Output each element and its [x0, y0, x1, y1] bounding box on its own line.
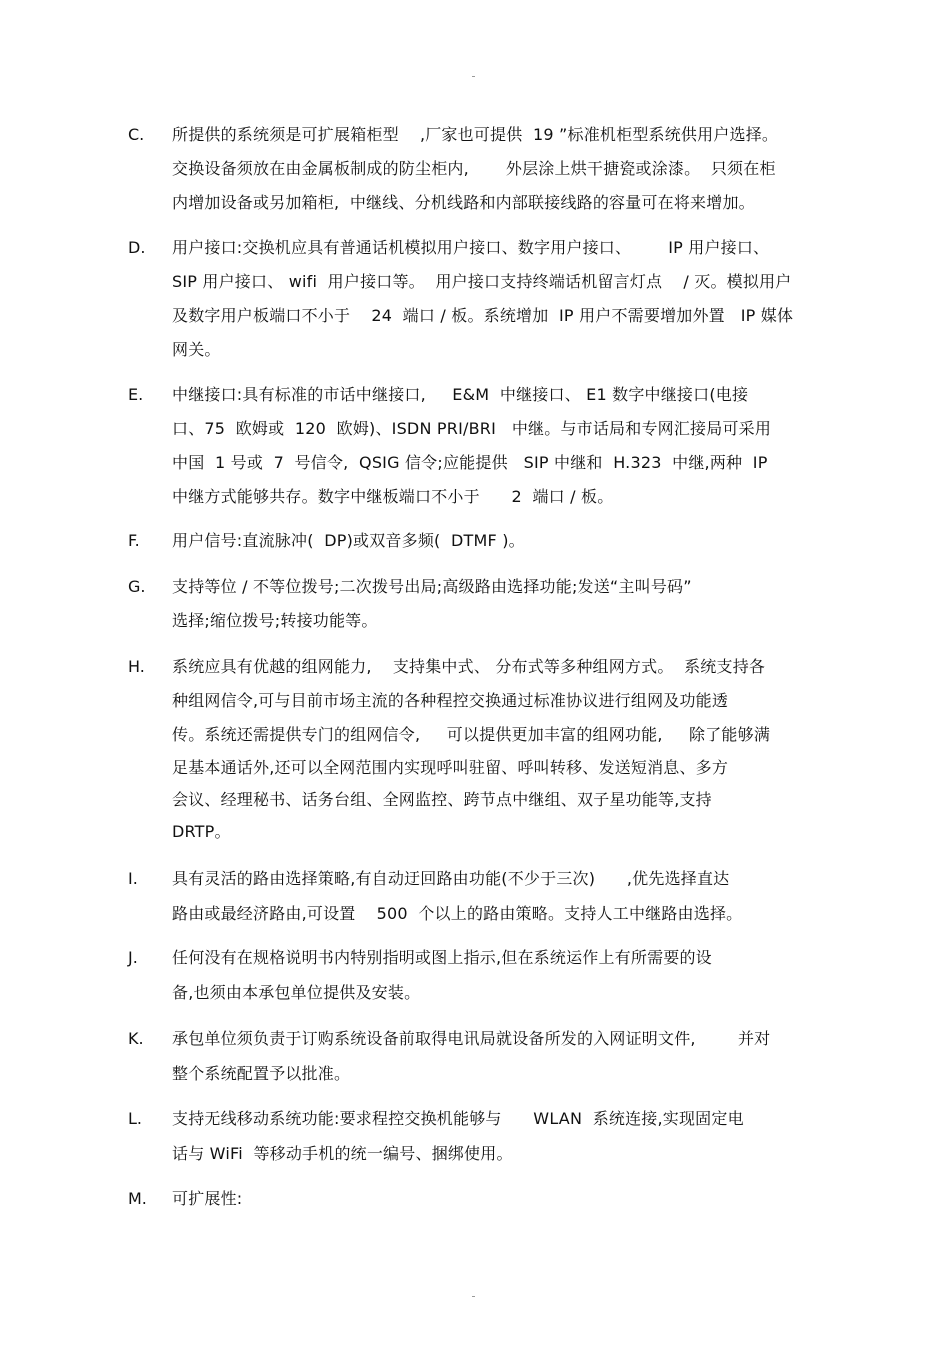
item-label: I.: [128, 869, 138, 888]
item-text-line: 所提供的系统须是可扩展箱柜型 ,厂家也可提供 19 ”标准机柜型系统供用户选择。: [172, 125, 779, 144]
item-label: D.: [128, 238, 146, 257]
item-text-line: 足基本通话外,还可以全网范围内实现呼叫驻留、呼叫转移、发送短消息、多方: [172, 758, 729, 777]
item-text-line: 会议、经理秘书、话务台组、全网监控、跨节点中继组、双子星功能等,支持: [172, 790, 712, 809]
item-text-line: 整个系统配置予以批准。: [172, 1064, 351, 1083]
item-label: M.: [128, 1189, 147, 1208]
item-text-line: 话与 WiFi 等移动手机的统一编号、捆绑使用。: [172, 1144, 513, 1163]
item-text-line: 交换设备须放在由金属板制成的防尘柜内, 外层涂上烘干搪瓷或涂漆。 只须在柜: [172, 159, 776, 178]
item-text-line: 中继接口:具有标准的市话中继接口, E&M 中继接口、 E1 数字中继接口(电接: [172, 385, 749, 404]
item-label: J.: [128, 948, 138, 967]
item-text-line: 路由或最经济路由,可设置 500 个以上的路由策略。支持人工中继路由选择。: [172, 904, 743, 923]
item-text-line: 网关。: [172, 340, 221, 359]
page-mark-bottom: [472, 1296, 475, 1297]
item-label: F.: [128, 531, 140, 550]
item-text-line: 系统应具有优越的组网能力, 支持集中式、 分布式等多种组网方式。 系统支持各: [172, 657, 766, 676]
item-text-line: 种组网信令,可与目前市场主流的各种程控交换通过标准协议进行组网及功能透: [172, 691, 729, 710]
item-text-line: 可扩展性:: [172, 1189, 243, 1208]
item-text-line: 承包单位须负责于订购系统设备前取得电讯局就设备所发的入网证明文件, 并对: [172, 1029, 771, 1048]
item-label: E.: [128, 385, 144, 404]
item-text-line: 口、75 欧姆或 120 欧姆)、ISDN PRI/BRI 中继。与市话局和专网汇接局可采用: [172, 419, 772, 438]
item-text-line: 具有灵活的路由选择策略,有自动迂回路由功能(不少于三次) ,优先选择直达: [172, 869, 730, 888]
item-text-line: 用户接口:交换机应具有普通话机模拟用户接口、数字用户接口、 IP 用户接口、: [172, 238, 770, 257]
item-text-line: 用户信号:直流脉冲( DP)或双音多频( DTMF )。: [172, 531, 525, 550]
item-text-line: SIP 用户接口、 wifi 用户接口等。 用户接口支持终端话机留言灯点 / 灭。模拟用户: [172, 272, 792, 291]
item-text-line: 支持等位 / 不等位拨号;二次拨号出局;高级路由选择功能;发送“主叫号码”: [172, 577, 692, 596]
item-text-line: 中继方式能够共存。数字中继板端口不小于 2 端口 / 板。: [172, 487, 614, 506]
item-text-line: 备,也须由本承包单位提供及安装。: [172, 983, 421, 1002]
item-text-line: 中国 1 号或 7 号信令, QSIG 信令;应能提供 SIP 中继和 H.323 中继,两种 IP: [172, 453, 768, 472]
item-text-line: 传。系统还需提供专门的组网信令, 可以提供更加丰富的组网功能, 除了能够满: [172, 725, 771, 744]
item-text-line: 及数字用户板端口不小于 24 端口 / 板。系统增加 IP 用户不需要增加外置 IP 媒体: [172, 306, 794, 325]
page-mark-top: [472, 76, 475, 77]
item-label: H.: [128, 657, 145, 676]
item-label: C.: [128, 125, 145, 144]
item-text-line: 支持无线移动系统功能:要求程控交换机能够与 WLAN 系统连接,实现固定电: [172, 1109, 744, 1128]
item-label: L.: [128, 1109, 142, 1128]
item-text-line: DRTP。: [172, 822, 231, 841]
item-label: G.: [128, 577, 146, 596]
item-text-line: 内增加设备或另加箱柜, 中继线、分机线路和内部联接线路的容量可在将来增加。: [172, 193, 755, 212]
item-text-line: 任何没有在规格说明书内特别指明或图上指示,但在系统运作上有所需要的设: [172, 948, 712, 967]
item-label: K.: [128, 1029, 144, 1048]
item-text-line: 选择;缩位拨号;转接功能等。: [172, 611, 378, 630]
